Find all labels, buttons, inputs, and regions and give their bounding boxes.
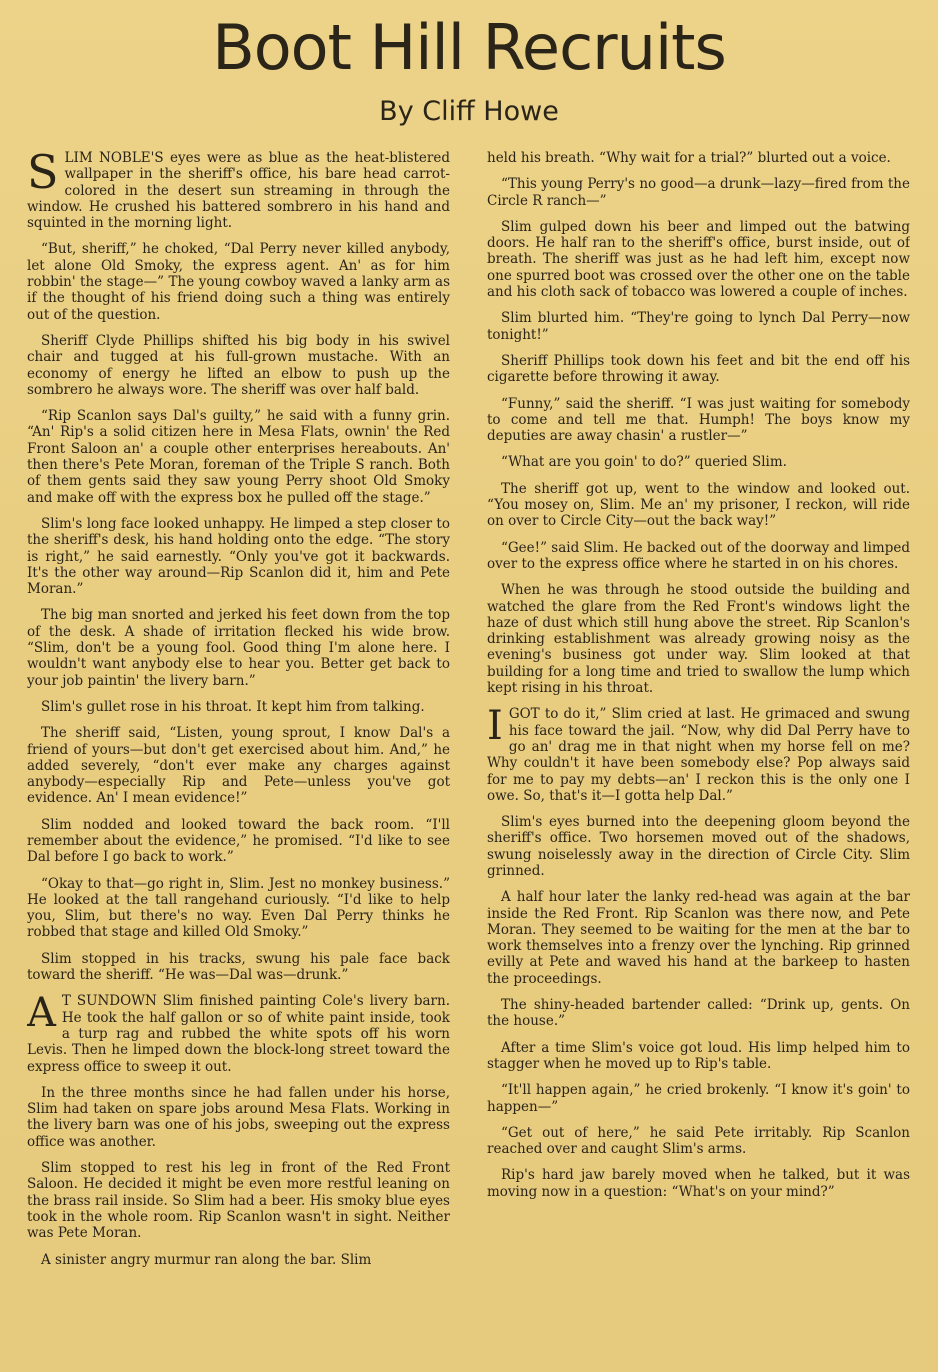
paragraph-text: Slim's gullet rose in his throat. It kept him from talking.	[41, 698, 425, 715]
paragraph-text: Sheriff Phillips took down his feet and bit the end off his cigarette before throwing it away.	[487, 352, 910, 386]
paragraph	[487, 1125, 910, 1158]
paragraph-text: After a time Slim's voice got loud. His limp helped him to stagger when he moved up to Rip's table.	[487, 1039, 910, 1072]
paragraph-text: The sheriff said, “Listen, young sprout, I know Dal's a friend of yours—but don't get exercised about him. And,” he added severely, “don't ever make any charges against anybody—especially Rip and Pete—unless you've got evidence. An' I mean evidence!”	[27, 725, 450, 807]
paragraph-text: A half hour later the lanky red-head was again at the bar inside the Red Front. Rip Scanlon was there now, and Pete Moran. They seemed to be waiting for the men at the bar to work themselves into a frenzy over the lynching. Rip grinned evilly at Pete and waved his hand at the barkeep to hasten the proceedings.	[487, 889, 910, 987]
paragraph-text: “Okay to that—go right in, Slim. Jest no monkey business.” He looked at the tall rangehand curiously. “I'd like to help you, Slim, but there's no way. Even Dal Perry thinks he robbed that stage and killed Old Smoky.”	[27, 875, 450, 941]
paragraph-text: The big man snorted and jerked his feet down from the top of the desk. A shade of irritation flecked his wide brow. “Slim, don't be a young fool. Good thing I'm alone here. I wouldn't want anybody else to hear you. Better get back to your job paintin' the livery barn.”	[27, 607, 450, 689]
paragraph-text: “This young Perry's no good—a drunk—lazy—fired from the Circle R ranch—”	[487, 176, 910, 209]
article-byline: By Cliff Howe	[379, 96, 559, 127]
paragraph-text: Slim nodded and looked toward the back room. “I'll remember about the evidence,” he promised. “I'd like to see Dal before I go back to work.”	[27, 816, 450, 866]
paragraph	[487, 889, 910, 987]
drop-cap: A	[27, 990, 56, 1037]
paragraph	[27, 607, 450, 688]
paragraph-text: “It'll happen again,” he cried brokenly. “I know it's goin' to happen—”	[487, 1082, 910, 1115]
paragraph-text: “Gee!” said Slim. He backed out of the doorway and limped over to the express office where he started in on his chores.	[487, 539, 910, 572]
paragraph-text: The sheriff got up, went to the window and looked out. “You mosey on, Slim. Me an' my prisoner, I reckon, will ride on over to Circle City—out the back way!”	[487, 480, 910, 530]
paragraph	[27, 876, 450, 941]
paragraph	[487, 396, 910, 445]
paragraph	[487, 540, 910, 573]
paragraph	[487, 454, 910, 470]
paragraph	[27, 990, 450, 1075]
paragraph-text: A sinister angry murmur ran along the bar. Slim	[41, 1251, 372, 1268]
article-title: Boot Hill Recruits	[212, 11, 726, 84]
paragraph-text: The shiny-headed bartender called: “Drink up, gents. On the house.”	[487, 997, 910, 1030]
paragraph	[487, 1167, 910, 1200]
paragraph	[27, 150, 450, 231]
paragraph-text: LIM NOBLE'S eyes were as blue as the heat-blistered wallpaper in the sheriff's office, his bare head carrot-colored in the desert sun streaming in through the window. He crushed his battered sombrero in his hand and squinted in the morning light.	[27, 150, 450, 232]
paragraph-text: Slim's long face looked unhappy. He limped a step closer to the sheriff's desk, his hand holding onto the edge. “The story is right,” he said earnestly. “Only you've got it backwards. It's the other way around—Rip Scanlon did it, him and Pete Moran.”	[27, 515, 450, 598]
paragraph	[27, 408, 450, 506]
right-column	[487, 150, 910, 1370]
paragraph	[27, 951, 450, 984]
paragraph-text: Slim stopped in his tracks, swung his pale face back toward the sheriff. “He was—Dal was—drunk.”	[27, 950, 450, 984]
drop-cap: I	[487, 703, 503, 750]
paragraph-text: Slim blurted him. “They're going to lynch Dal Perry—now tonight!”	[487, 310, 910, 343]
paragraph-text: GOT to do it,” Slim cried at last. He grimaced and swung his face toward the jail. “Now, why did Dal Perry have to go an' drag me in that night when my horse fell on me? Why couldn't it have been somebody else? Pop always said for me to pay my debts—an' I reckon this is the only one I owe. So, that's it—I gotta help Dal.”	[487, 706, 910, 804]
paragraph	[27, 817, 450, 866]
paragraph-text: “But, sheriff,” he choked, “Dal Perry never killed anybody, let alone Old Smoky, the express agent. An' as for him robbin' the stage—” The young cowboy waved a lanky arm as if the thought of his friend doing such a thing was entirely out of the question.	[27, 241, 450, 323]
paragraph	[487, 582, 910, 696]
paragraph-text: “Funny,” said the sheriff. “I was just waiting for somebody to come and tell me that. Humph! The boys know my deputies are away chasin' a rustler—”	[487, 395, 910, 445]
drop-cap: S	[27, 150, 59, 199]
paragraph	[487, 176, 910, 209]
paragraph	[487, 997, 910, 1030]
paragraph	[27, 1160, 450, 1241]
paragraph-text: T SUNDOWN Slim finished painting Cole's livery barn. He took the half gallon or so of white paint inside, took a turp rag and rubbed the white spots off his worn Levis. Then he limped down the block-long street toward the express office to sweep it out.	[27, 993, 450, 1075]
paragraph	[27, 1252, 450, 1268]
paragraph-text: Sheriff Clyde Phillips shifted his big body in his swivel chair and tugged at his full-grown mustache. With an economy of energy he lifted an elbow to push up the sombrero he always wore. The sheriff was over half bald.	[27, 332, 450, 398]
paragraph	[27, 241, 450, 322]
paragraph-text: In the three months since he had fallen under his horse, Slim had taken on spare jobs around Mesa Flats. Working in the livery barn was one of his jobs, sweeping out the express office was another.	[27, 1084, 450, 1150]
paragraph	[27, 725, 450, 806]
paragraph	[487, 481, 910, 530]
paragraph-text: When he was through he stood outside the building and watched the glare from the Red Front's windows light the haze of dust which still hung above the street. Rip Scanlon's drinking establishment was already growing noisy as the evening's business got under way. Slim looked at that building for a long time and tried to swallow the lump which kept rising in his throat.	[487, 582, 910, 697]
paragraph	[487, 814, 910, 879]
paragraph	[27, 333, 450, 398]
paragraph	[487, 219, 910, 300]
paragraph	[27, 1085, 450, 1150]
paragraph-text: Rip's hard jaw barely moved when he talked, but it was moving now in a question: “What's on your mind?”	[487, 1167, 910, 1200]
paragraph	[487, 703, 910, 804]
paragraph	[487, 353, 910, 386]
paragraph-text: “Get out of here,” he said Pete irritably. Rip Scanlon reached over and caught Slim's arms.	[487, 1124, 910, 1158]
paragraph-text: “What are you goin' to do?” queried Slim.	[501, 454, 787, 471]
paragraph-text: “Rip Scanlon says Dal's guilty,” he said with a funny grin. “An' Rip's a solid citizen here in Mesa Flats, ownin' the Red Front Saloon an' a couple other enterprises hereabouts. An' then there's Pete Moran, foreman of the Triple S ranch. Both of them gents said they saw young Perry shoot Old Smoky and make off with the express box he pulled off the stage.”	[27, 408, 450, 506]
paragraph-text: Slim's eyes burned into the deepening gloom beyond the sheriff's office. Two horsemen moved out of the shadows, swung noiselessly away in the direction of Circle City. Slim grinned.	[487, 814, 910, 879]
paragraph	[487, 150, 910, 166]
paragraph-text: Slim stopped to rest his leg in front of the Red Front Saloon. He decided it might be even more restful leaning on the brass rail inside. So Slim had a beer. His smoky blue eyes took in the whole room. Rip Scanlon wasn't in sight. Neither was Pete Moran.	[27, 1160, 450, 1242]
paragraph	[27, 699, 450, 715]
paragraph-text: Slim gulped down his beer and limped out the batwing doors. He half ran to the sheriff's office, burst inside, out of breath. The sheriff was just as he had left him, except now one spurred boot was crossed over the other one on the table and his cloth sack of tobacco was lowered a couple of inches.	[487, 218, 910, 301]
paragraph	[487, 1082, 910, 1115]
paragraph-text: held his breath. “Why wait for a trial?” blurted out a voice.	[487, 150, 891, 166]
paragraph	[487, 1040, 910, 1073]
paragraph	[487, 310, 910, 343]
paragraph	[27, 516, 450, 597]
left-column	[27, 150, 450, 1370]
